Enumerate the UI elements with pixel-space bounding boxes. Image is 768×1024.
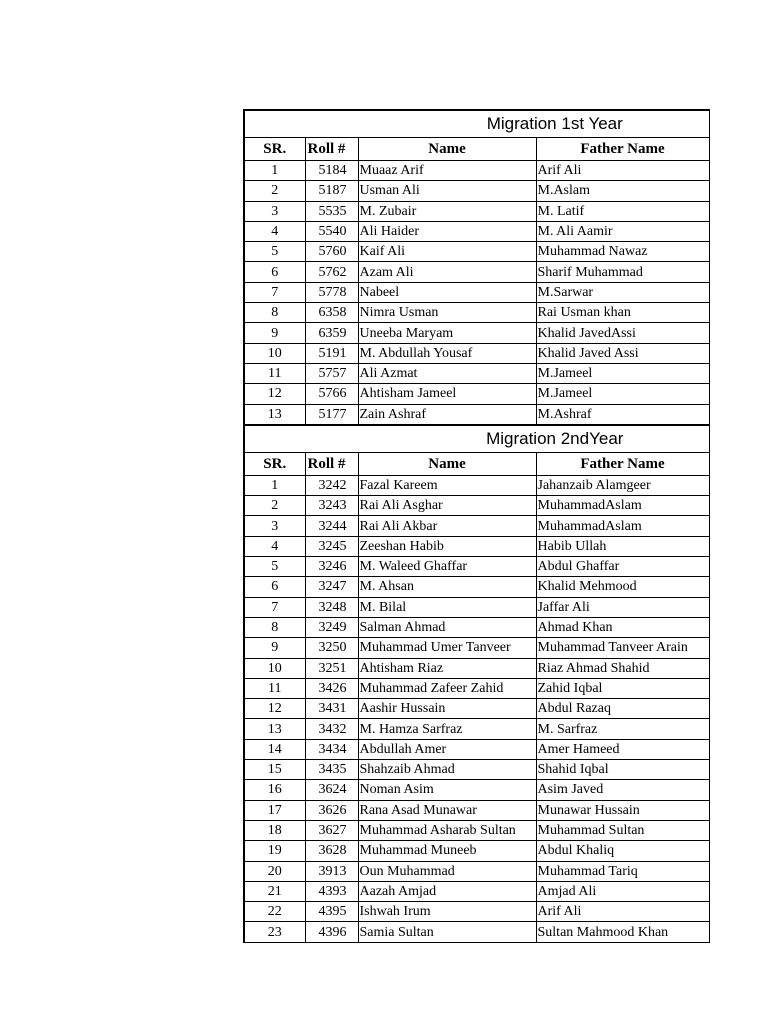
cell-sr: 9 xyxy=(244,638,305,658)
cell-roll: 3624 xyxy=(305,780,358,800)
cell-name: Nimra Usman xyxy=(358,303,536,323)
cell-father: Muhammad Nawaz xyxy=(536,242,709,262)
cell-sr: 3 xyxy=(244,201,305,221)
cell-name: Muaaz Arif xyxy=(358,161,536,181)
table-row xyxy=(244,303,709,323)
cell-father: Amjad Ali xyxy=(536,881,709,901)
cell-roll: 3627 xyxy=(305,820,358,840)
section-title-row xyxy=(244,110,709,138)
cell-father: Munawar Hussain xyxy=(536,800,709,820)
cell-name: Fazal Kareem xyxy=(358,475,536,495)
cell-name: M. Hamza Sarfraz xyxy=(358,719,536,739)
section-title: Migration 2ndYear xyxy=(244,425,709,453)
cell-roll: 3250 xyxy=(305,638,358,658)
cell-sr: 21 xyxy=(244,881,305,901)
column-header-sr: SR. xyxy=(244,452,305,475)
column-header-roll: Roll # xyxy=(305,452,358,475)
cell-sr: 13 xyxy=(244,404,305,425)
table-row xyxy=(244,181,709,201)
cell-name: Aazah Amjad xyxy=(358,881,536,901)
cell-name: Salman Ahmad xyxy=(358,617,536,637)
cell-father: Amer Hameed xyxy=(536,739,709,759)
table-row xyxy=(244,719,709,739)
column-header-sr: SR. xyxy=(244,138,305,161)
cell-father: Abdul Razaq xyxy=(536,699,709,719)
header-row xyxy=(244,452,709,475)
column-header-name: Name xyxy=(358,452,536,475)
table-row xyxy=(244,699,709,719)
cell-father: Zahid Iqbal xyxy=(536,678,709,698)
cell-father: M. Ali Aamir xyxy=(536,221,709,241)
table-row xyxy=(244,536,709,556)
cell-father: Riaz Ahmad Shahid xyxy=(536,658,709,678)
table-row xyxy=(244,475,709,495)
cell-sr: 5 xyxy=(244,242,305,262)
cell-name: Samia Sultan xyxy=(358,922,536,942)
cell-sr: 6 xyxy=(244,262,305,282)
table-row xyxy=(244,780,709,800)
cell-name: Muhammad Zafeer Zahid xyxy=(358,678,536,698)
cell-name: M. Waleed Ghaffar xyxy=(358,557,536,577)
cell-roll: 6358 xyxy=(305,303,358,323)
cell-roll: 3244 xyxy=(305,516,358,536)
cell-name: Noman Asim xyxy=(358,780,536,800)
cell-name: Rai Ali Asghar xyxy=(358,496,536,516)
cell-name: Rai Ali Akbar xyxy=(358,516,536,536)
table-row xyxy=(244,658,709,678)
cell-roll: 3247 xyxy=(305,577,358,597)
table-row xyxy=(244,820,709,840)
cell-father: Jahanzaib Alamgeer xyxy=(536,475,709,495)
cell-roll: 5177 xyxy=(305,404,358,425)
table-row xyxy=(244,617,709,637)
cell-father: Habib Ullah xyxy=(536,536,709,556)
cell-roll: 5184 xyxy=(305,161,358,181)
cell-sr: 11 xyxy=(244,363,305,383)
cell-name: Zeeshan Habib xyxy=(358,536,536,556)
table-row xyxy=(244,881,709,901)
cell-father: Muhammad Tanveer Arain xyxy=(536,638,709,658)
cell-sr: 2 xyxy=(244,496,305,516)
cell-name: Usman Ali xyxy=(358,181,536,201)
cell-father: Muhammad Sultan xyxy=(536,820,709,840)
table-row xyxy=(244,161,709,181)
cell-name: Ali Azmat xyxy=(358,363,536,383)
cell-name: Muhammad Asharab Sultan xyxy=(358,820,536,840)
cell-roll: 3243 xyxy=(305,496,358,516)
cell-father: Jaffar Ali xyxy=(536,597,709,617)
cell-father: Muhammad Tariq xyxy=(536,861,709,881)
cell-roll: 3434 xyxy=(305,739,358,759)
cell-roll: 3426 xyxy=(305,678,358,698)
cell-name: Rana Asad Munawar xyxy=(358,800,536,820)
cell-name: Aashir Hussain xyxy=(358,699,536,719)
cell-name: Zain Ashraf xyxy=(358,404,536,425)
table-row xyxy=(244,384,709,404)
table-row xyxy=(244,739,709,759)
cell-roll: 5187 xyxy=(305,181,358,201)
cell-roll: 3245 xyxy=(305,536,358,556)
cell-roll: 4396 xyxy=(305,922,358,942)
table-row xyxy=(244,201,709,221)
cell-sr: 19 xyxy=(244,841,305,861)
cell-sr: 22 xyxy=(244,902,305,922)
cell-father: M.Aslam xyxy=(536,181,709,201)
cell-father: MuhammadAslam xyxy=(536,496,709,516)
cell-roll: 5535 xyxy=(305,201,358,221)
cell-name: Uneeba Maryam xyxy=(358,323,536,343)
cell-sr: 4 xyxy=(244,221,305,241)
cell-father: Ahmad Khan xyxy=(536,617,709,637)
cell-roll: 3242 xyxy=(305,475,358,495)
cell-sr: 1 xyxy=(244,475,305,495)
cell-name: Shahzaib Ahmad xyxy=(358,760,536,780)
cell-name: Ahtisham Riaz xyxy=(358,658,536,678)
cell-sr: 1 xyxy=(244,161,305,181)
cell-sr: 2 xyxy=(244,181,305,201)
cell-father: M.Sarwar xyxy=(536,282,709,302)
table-row xyxy=(244,262,709,282)
cell-father: Abdul Ghaffar xyxy=(536,557,709,577)
table-row xyxy=(244,841,709,861)
cell-sr: 17 xyxy=(244,800,305,820)
cell-father: Rai Usman khan xyxy=(536,303,709,323)
column-header-father: Father Name xyxy=(536,138,709,161)
header-row xyxy=(244,138,709,161)
table-row xyxy=(244,902,709,922)
cell-roll: 3626 xyxy=(305,800,358,820)
cell-roll: 5757 xyxy=(305,363,358,383)
table-row xyxy=(244,282,709,302)
cell-roll: 4395 xyxy=(305,902,358,922)
cell-name: Kaif Ali xyxy=(358,242,536,262)
cell-name: Ali Haider xyxy=(358,221,536,241)
column-header-name: Name xyxy=(358,138,536,161)
cell-roll: 3251 xyxy=(305,658,358,678)
cell-roll: 4393 xyxy=(305,881,358,901)
cell-name: Nabeel xyxy=(358,282,536,302)
cell-name: Abdullah Amer xyxy=(358,739,536,759)
column-header-roll: Roll # xyxy=(305,138,358,161)
cell-name: M. Abdullah Yousaf xyxy=(358,343,536,363)
cell-father: Sultan Mahmood Khan xyxy=(536,922,709,942)
cell-sr: 8 xyxy=(244,303,305,323)
table-row xyxy=(244,496,709,516)
table-row xyxy=(244,577,709,597)
cell-sr: 12 xyxy=(244,384,305,404)
cell-roll: 6359 xyxy=(305,323,358,343)
cell-roll: 5762 xyxy=(305,262,358,282)
table-row xyxy=(244,922,709,942)
table-row xyxy=(244,861,709,881)
cell-sr: 4 xyxy=(244,536,305,556)
cell-roll: 5760 xyxy=(305,242,358,262)
section-title: Migration 1st Year xyxy=(244,110,709,138)
cell-sr: 7 xyxy=(244,282,305,302)
cell-sr: 12 xyxy=(244,699,305,719)
table-row xyxy=(244,242,709,262)
cell-sr: 10 xyxy=(244,343,305,363)
table-row xyxy=(244,678,709,698)
table-row xyxy=(244,363,709,383)
cell-name: M. Bilal xyxy=(358,597,536,617)
cell-sr: 18 xyxy=(244,820,305,840)
cell-father: M.Ashraf xyxy=(536,404,709,425)
cell-father: Shahid Iqbal xyxy=(536,760,709,780)
cell-roll: 3249 xyxy=(305,617,358,637)
table-row xyxy=(244,516,709,536)
cell-roll: 3913 xyxy=(305,861,358,881)
cell-roll: 3248 xyxy=(305,597,358,617)
cell-name: Ahtisham Jameel xyxy=(358,384,536,404)
cell-father: Arif Ali xyxy=(536,902,709,922)
cell-name: Muhammad Umer Tanveer xyxy=(358,638,536,658)
cell-father: Khalid Javed Assi xyxy=(536,343,709,363)
table-row xyxy=(244,343,709,363)
cell-father: M. Sarfraz xyxy=(536,719,709,739)
table-row xyxy=(244,597,709,617)
cell-father: Khalid JavedAssi xyxy=(536,323,709,343)
cell-sr: 15 xyxy=(244,760,305,780)
cell-father: M. Latif xyxy=(536,201,709,221)
cell-sr: 14 xyxy=(244,739,305,759)
cell-roll: 3435 xyxy=(305,760,358,780)
cell-father: Khalid Mehmood xyxy=(536,577,709,597)
cell-sr: 11 xyxy=(244,678,305,698)
cell-name: Oun Muhammad xyxy=(358,861,536,881)
migration-table xyxy=(243,109,710,943)
cell-roll: 3432 xyxy=(305,719,358,739)
cell-sr: 16 xyxy=(244,780,305,800)
cell-sr: 7 xyxy=(244,597,305,617)
cell-name: M. Ahsan xyxy=(358,577,536,597)
column-header-father: Father Name xyxy=(536,452,709,475)
cell-roll: 5778 xyxy=(305,282,358,302)
cell-father: Asim Javed xyxy=(536,780,709,800)
table-row xyxy=(244,221,709,241)
cell-father: Sharif Muhammad xyxy=(536,262,709,282)
table-row xyxy=(244,638,709,658)
cell-name: M. Zubair xyxy=(358,201,536,221)
migration-table-body xyxy=(244,110,709,942)
table-row xyxy=(244,760,709,780)
cell-sr: 6 xyxy=(244,577,305,597)
cell-father: M.Jameel xyxy=(536,384,709,404)
cell-roll: 5766 xyxy=(305,384,358,404)
cell-sr: 13 xyxy=(244,719,305,739)
cell-sr: 3 xyxy=(244,516,305,536)
cell-sr: 5 xyxy=(244,557,305,577)
table-row xyxy=(244,404,709,425)
cell-father: Arif Ali xyxy=(536,161,709,181)
cell-sr: 8 xyxy=(244,617,305,637)
cell-sr: 9 xyxy=(244,323,305,343)
cell-name: Azam Ali xyxy=(358,262,536,282)
table-row xyxy=(244,557,709,577)
cell-roll: 5540 xyxy=(305,221,358,241)
section-title-row xyxy=(244,425,709,453)
cell-sr: 10 xyxy=(244,658,305,678)
cell-roll: 3246 xyxy=(305,557,358,577)
table-row xyxy=(244,800,709,820)
cell-name: Ishwah Irum xyxy=(358,902,536,922)
cell-father: MuhammadAslam xyxy=(536,516,709,536)
cell-roll: 3431 xyxy=(305,699,358,719)
cell-sr: 20 xyxy=(244,861,305,881)
cell-name: Muhammad Muneeb xyxy=(358,841,536,861)
cell-sr: 23 xyxy=(244,922,305,942)
cell-father: M.Jameel xyxy=(536,363,709,383)
cell-father: Abdul Khaliq xyxy=(536,841,709,861)
cell-roll: 5191 xyxy=(305,343,358,363)
cell-roll: 3628 xyxy=(305,841,358,861)
table-row xyxy=(244,323,709,343)
